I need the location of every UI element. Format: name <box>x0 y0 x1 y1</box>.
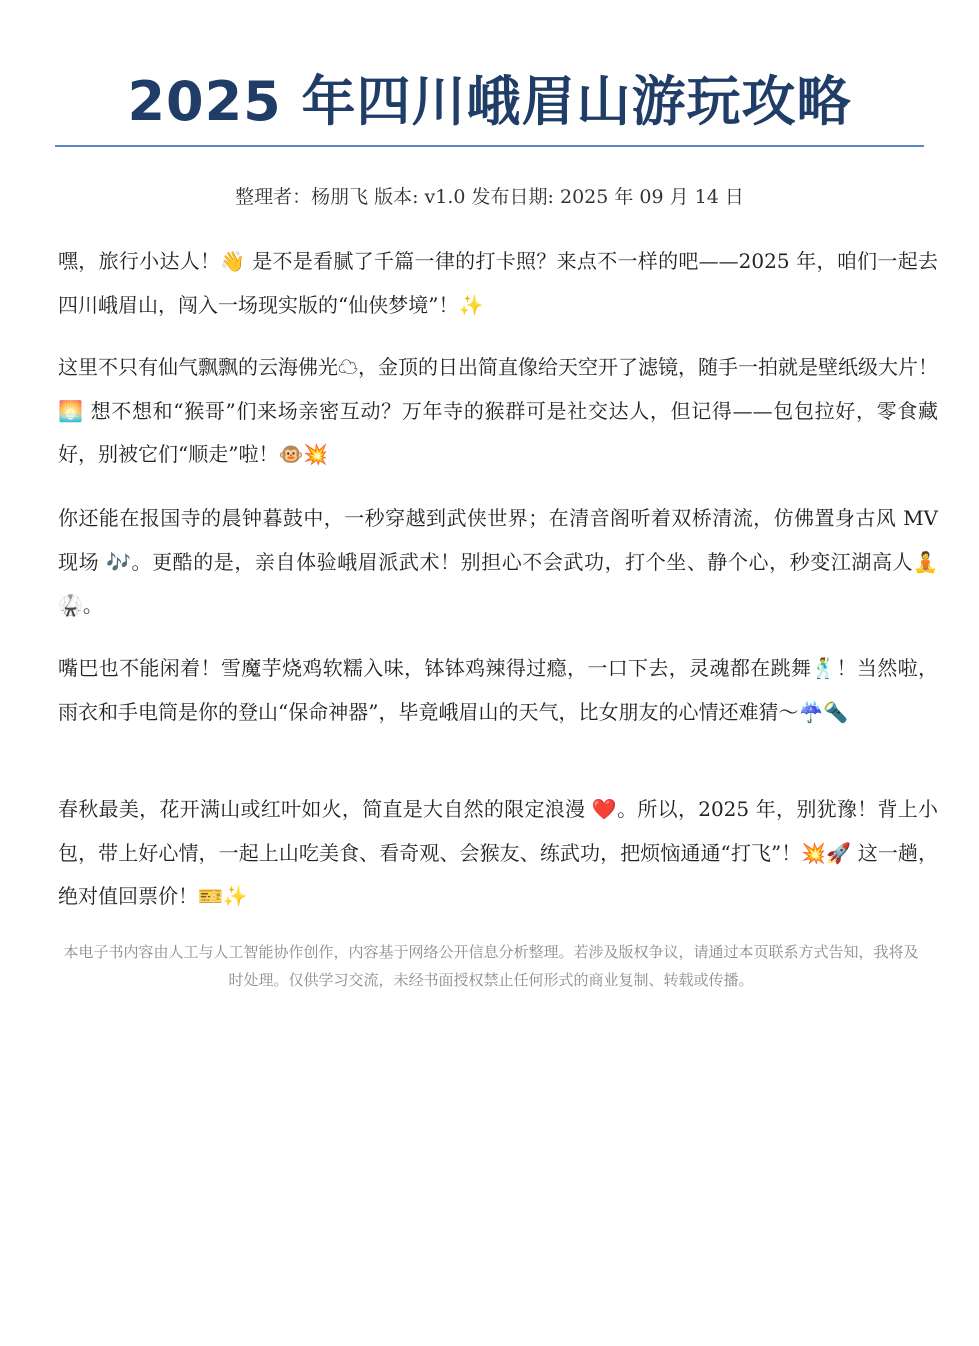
scenery-monkeys-paragraph: 这里不只有仙气飘飘的云海佛光☁，金顶的日出简直像给天空开了滤镜，随手一拍就是壁纸级大片！🌅 想不想和“猴哥”们来场亲密互动？万年寺的猴群可是社交达人，但记得——包包拉好，零食藏好，别被它们“顺走”啦！🐵💥 <box>58 355 938 466</box>
author-version-date-line: 整理者：杨朋飞 版本: v1.0 发布日期: 2025 年 09 月 14 日 <box>235 186 744 208</box>
copyright-disclaimer: 本电子书内容由人工与人工智能协作创作，内容基于网络公开信息分析整理。若涉及版权争议，请通过本页联系方式告知，我将及时处理。仅供学习交流，未经书面授权禁止任何形式的商业复制、转载或传播。 <box>63 943 919 989</box>
temples-martial-arts-paragraph: 你还能在报国寺的晨钟暮鼓中，一秒穿越到武侠世界；在清音阁听着双桥清流，仿佛置身古风 MV 现场 🎶。更酷的是，亲自体验峨眉派武术！别担心不会武功，打个坐、静个心，秒变江湖高人🧘🥋。 <box>58 506 938 617</box>
intro-paragraph: 嘿，旅行小达人！👋 是不是看腻了千篇一律的打卡照？来点不一样的吧——2025 年，咱们一起去四川峨眉山，闯入一场现实版的“仙侠梦境”！✨ <box>58 249 938 317</box>
food-gear-paragraph: 嘴巴也不能闲着！雪魔芋烧鸡软糯入味，钵钵鸡辣得过瘾，一口下去，灵魂都在跳舞🕺！当然啦，雨衣和手电筒是你的登山“保命神器”，毕竟峨眉山的天气，比女朋友的心情还难猜～☔🔦 <box>58 656 938 724</box>
page-title: 2025 年四川峨眉山游玩攻略 <box>127 70 852 133</box>
title-divider <box>55 145 924 147</box>
season-conclusion-paragraph: 春秋最美，花开满山或红叶如火，简直是大自然的限定浪漫 ❤️。所以，2025 年，别犹豫！背上小包，带上好心情，一起上山吃美食、看奇观、会猴友、练武功，把烦恼通通“打飞”！💥🚀 这一趟，绝对值回票价！🎫✨ <box>58 797 938 908</box>
